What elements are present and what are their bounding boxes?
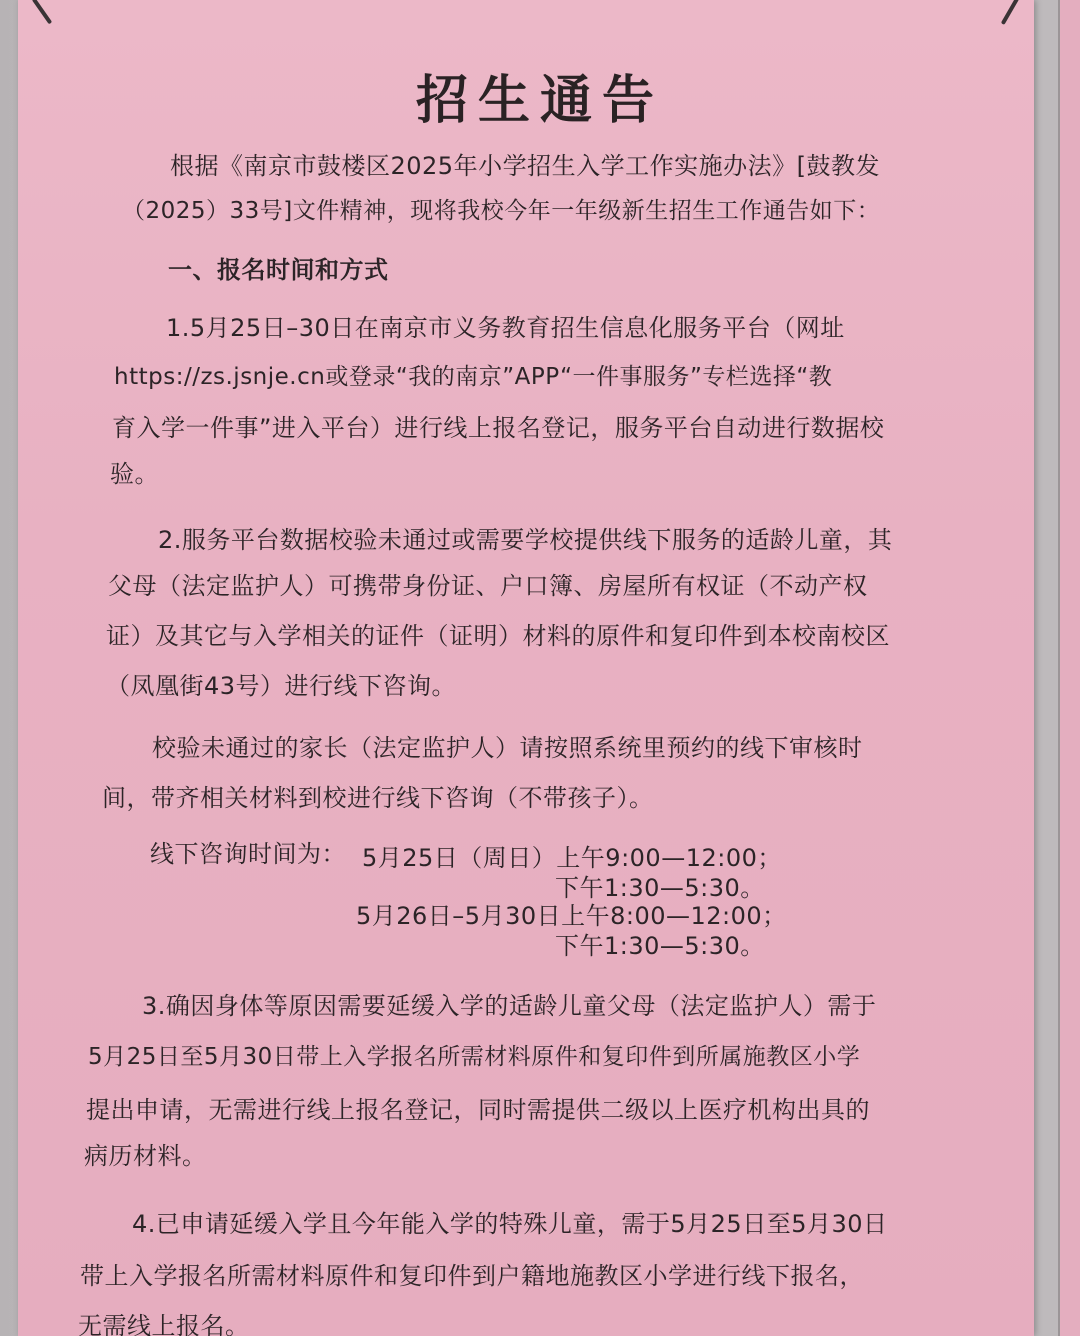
paragraph-line: 育入学一件事”进入平台）进行线上报名登记，服务平台自动进行数据校 (112, 414, 885, 442)
schedule-line: 下午1:30—5:30。 (555, 874, 765, 902)
adjacent-poster-edge (1058, 0, 1080, 1336)
paragraph-line: 证）及其它与入学相关的证件（证明）材料的原件和复印件到本校南校区 (106, 622, 890, 650)
section-heading: 一、报名时间和方式 (168, 256, 389, 284)
paragraph-line: （凤凰街43号）进行线下咨询。 (106, 672, 457, 700)
paragraph-line: 4.已申请延缓入学且今年能入学的特殊儿童，需于5月25日至5月30日 (132, 1210, 888, 1238)
paragraph-line: 校验未通过的家长（法定监护人）请按照系统里预约的线下审核时 (152, 734, 863, 762)
paragraph-line: 病历材料。 (84, 1142, 207, 1170)
schedule-label: 线下咨询时间为： (150, 840, 346, 868)
schedule-line: 5月25日（周日）上午9:00—12:00； (362, 844, 782, 872)
paragraph-line: 根据《南京市鼓楼区2025年小学招生入学工作实施办法》[鼓教发 (170, 152, 880, 180)
schedule-line: 5月26日–5月30日上午8:00—12:00； (356, 902, 787, 930)
paragraph-line: https://zs.jsnje.cn或登录“我的南京”APP“一件事服务”专栏选择“教 (114, 364, 833, 390)
schedule-line: 下午1:30—5:30。 (555, 932, 765, 960)
paragraph-line: 父母（法定监护人）可携带身份证、户口簿、房屋所有权证（不动产权 (108, 572, 868, 600)
paragraph-line: 带上入学报名所需材料原件和复印件到户籍地施教区小学进行线下报名， (80, 1262, 864, 1290)
notice-title: 招生通告 (415, 71, 664, 131)
paragraph-line: 5月25日至5月30日带上入学报名所需材料原件和复印件到所属施教区小学 (88, 1044, 861, 1070)
paragraph-line: 间，带齐相关材料到校进行线下咨询（不带孩子）。 (102, 784, 654, 812)
paragraph-line: 提出申请，无需进行线上报名登记，同时需提供二级以上医疗机构出具的 (86, 1096, 870, 1124)
paragraph-line: 2.服务平台数据校验未通过或需要学校提供线下服务的适龄儿童，其 (158, 526, 893, 554)
paragraph-line: 无需线上报名。 (78, 1312, 250, 1336)
paragraph-line: 验。 (110, 460, 159, 488)
paragraph-line: 1.5月25日–30日在南京市义务教育招生信息化服务平台（网址 (166, 314, 845, 342)
paragraph-line: 3.确因身体等原因需要延缓入学的适龄儿童父母（法定监护人）需于 (142, 992, 877, 1020)
paragraph-line: （2025）33号]文件精神，现将我校今年一年级新生招生工作通告如下： (122, 198, 881, 224)
